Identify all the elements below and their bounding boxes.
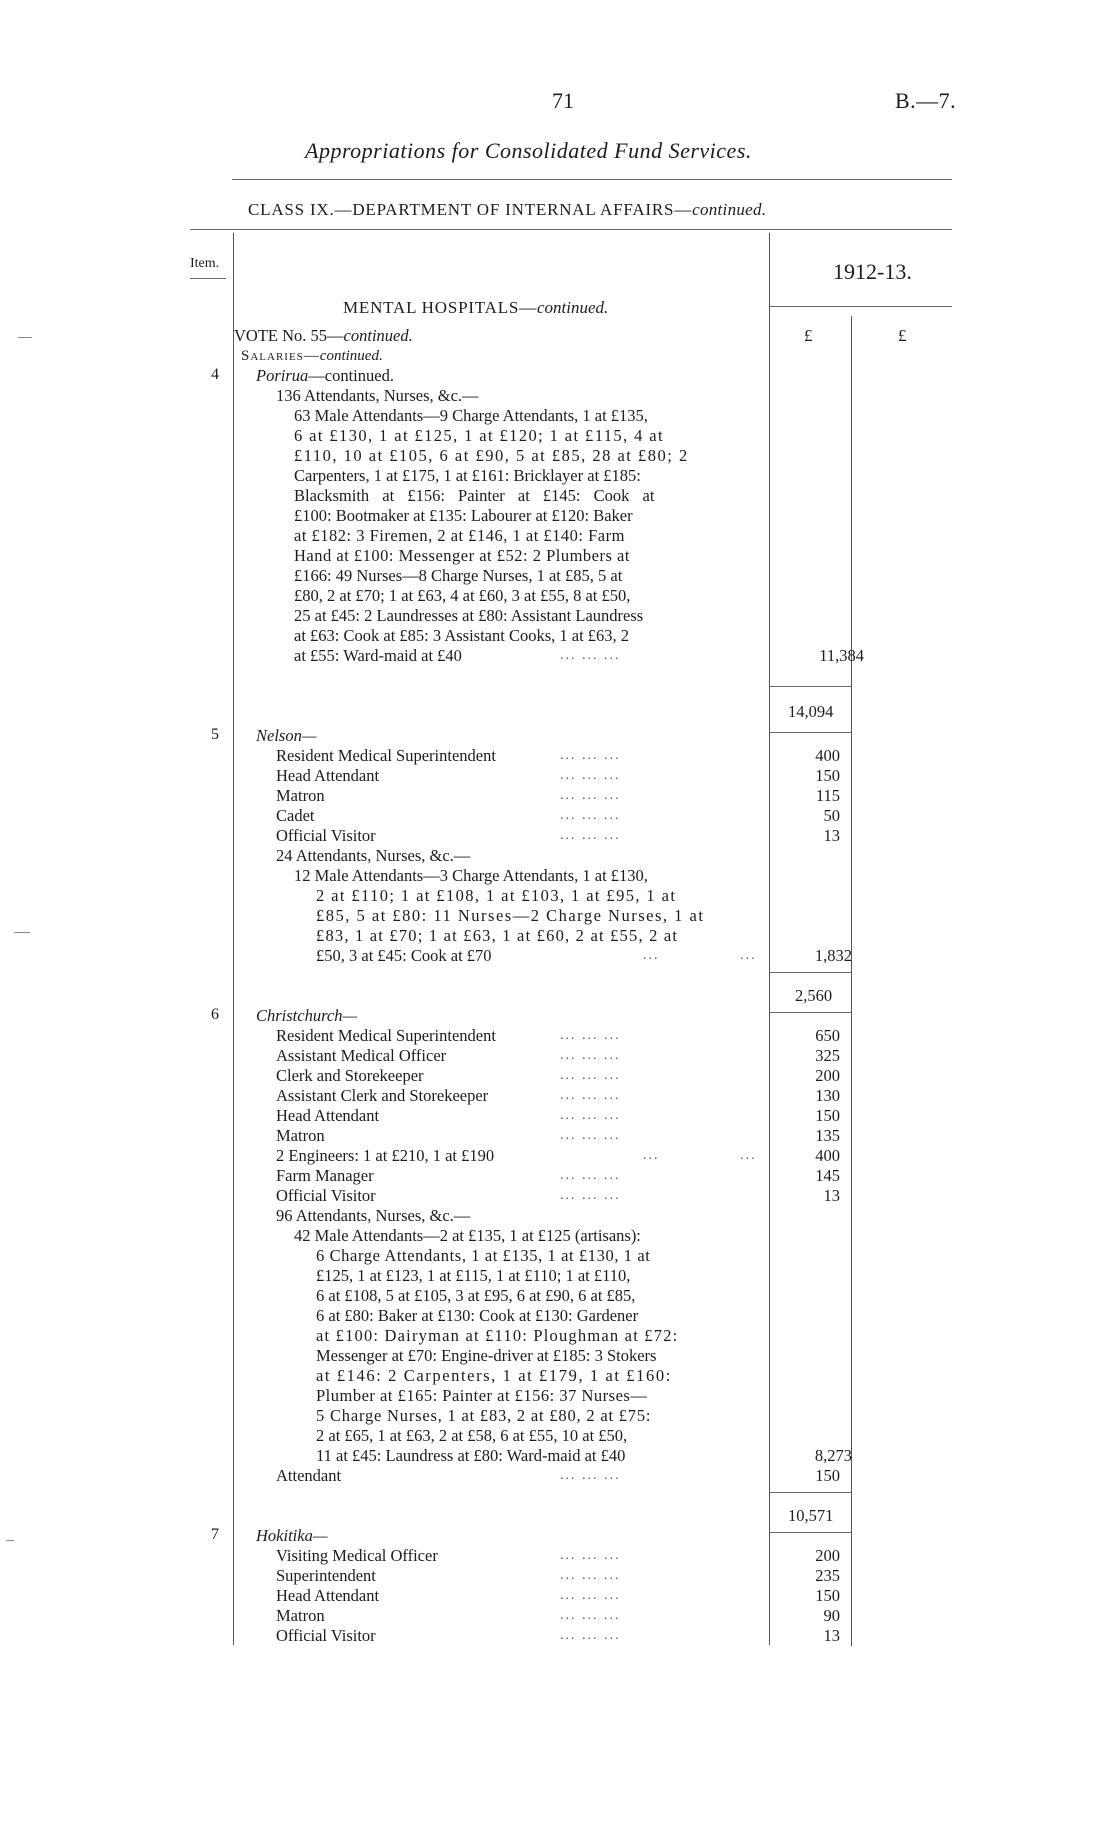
leader-dots: ... ... ... [560,828,621,843]
item6-line: at £100: Dairyman at £110: Ploughman at £72: [316,1326,679,1345]
item-number-6: 6 [211,1006,219,1023]
item4-total: 14,094 [788,702,834,721]
table-top-rule [190,229,952,230]
item6-line: 2 at £65, 1 at £63, 2 at £58, 6 at £55, 10 at £50, [316,1426,628,1445]
item4-line: 136 Attendants, Nurses, &c.— [276,386,479,405]
item7-row-amount: 90 [823,1606,840,1625]
scan-mark [6,1540,14,1541]
leader-dots: ... ... ... [560,1088,621,1103]
item5-line: 2 at £110; 1 at £108, 1 at £103, 1 at £95, 1 at [316,886,677,905]
item4-line: at £55: Ward-maid at £40 [294,646,462,665]
item6-attendant-label: Attendant [276,1466,342,1485]
item6-row-amount: 400 [815,1146,840,1165]
item6-row-amount: 135 [815,1126,840,1145]
year-header: 1912-13. [833,259,912,284]
total-rule [769,1012,851,1013]
item6-row-label: 2 Engineers: 1 at £210, 1 at £190 [276,1146,495,1165]
item-number-7: 7 [211,1526,219,1543]
leader-dots: ... ... ... [560,1188,621,1203]
item6-line: 6 at £80: Baker at £130: Cook at £130: Gardener [316,1306,639,1325]
running-title: Appropriations for Consolidated Fund Services. [305,138,752,163]
vote-line: VOTE No. 55—continued. [234,326,413,345]
item5-row-amount: 150 [815,766,840,785]
item6-line: 96 Attendants, Nurses, &c.— [276,1206,471,1225]
item6-row-amount: 650 [815,1026,840,1045]
item-number-4: 4 [211,366,219,383]
leader-dots: ... ... ... [560,1068,621,1083]
item6-attendant-amount: 150 [815,1466,840,1485]
item6-row-amount: 130 [815,1086,840,1105]
item6-row-amount: 150 [815,1106,840,1125]
leader-dots: ... ... ... [560,788,621,803]
item5-amount: 1,832 [814,946,852,965]
item4-line: 25 at £45: 2 Laundresses at £80: Assistant Laundress [294,606,644,625]
class-heading: CLASS IX.—DEPARTMENT OF INTERNAL AFFAIRS—continued. [248,200,767,219]
item6-row-amount: 13 [823,1186,840,1205]
leader-dots: ... ... ... [560,1588,621,1603]
item7-row-label: Matron [276,1606,325,1625]
item7-place: Hokitika— [256,1526,328,1545]
item6-row-label: Official Visitor [276,1186,376,1205]
item5-line: 24 Attendants, Nurses, &c.— [276,846,471,865]
item-header-underline [190,278,226,279]
leader-dots: ... ... ... [560,1108,621,1123]
leader-dots: ... ... ... [560,808,621,823]
item4-line: £110, 10 at £105, 6 at £90, 5 at £85, 28 at £80; 2 [294,446,689,465]
item5-row-label: Cadet [276,806,315,825]
leader-dots: ... ... ... [560,1168,621,1183]
item6-line: 6 Charge Attendants, 1 at £135, 1 at £130, 1 at [316,1246,651,1265]
leader-dots: ... ... ... [560,1608,621,1623]
total-rule [769,1532,851,1533]
page-number: 71 [552,88,574,113]
item4-line: Blacksmith at £156: Painter at £145: Cook at [294,486,655,505]
item5-row-label: Resident Medical Superintendent [276,746,496,765]
item6-row-label: Farm Manager [276,1166,374,1185]
currency-right: £ [898,326,907,345]
total-rule [769,732,851,733]
item5-row-amount: 50 [823,806,840,825]
leader-dots: ... ... ... [560,1468,621,1483]
item6-row-amount: 325 [815,1046,840,1065]
item5-line: 12 Male Attendants—3 Charge Attendants, 1 at £130, [294,866,648,885]
item6-total: 10,571 [788,1506,834,1525]
item5-row-amount: 115 [815,786,840,805]
amount-column-rule [769,233,770,1645]
item6-row-label: Resident Medical Superintendent [276,1026,496,1045]
item4-line: 6 at £130, 1 at £125, 1 at £120; 1 at £115, 4 at [294,426,664,445]
item6-row-amount: 200 [815,1066,840,1085]
scan-mark [18,337,32,338]
total-rule [769,686,851,687]
item7-row-label: Visiting Medical Officer [276,1546,438,1565]
item-number-5: 5 [211,726,219,743]
item6-row-label: Matron [276,1126,325,1145]
item7-row-amount: 150 [815,1586,840,1605]
item4-line: 63 Male Attendants—9 Charge Attendants, 1 at £135, [294,406,648,425]
item5-line: £83, 1 at £70; 1 at £63, 1 at £60, 2 at £55, 2 at [316,926,679,945]
item6-line: Plumber at £165: Painter at £156: 37 Nurses— [316,1386,648,1405]
item6-line: 11 at £45: Laundress at £80: Ward-maid at £40 [316,1446,626,1465]
item6-place: Christchurch— [256,1006,358,1025]
leader-dots: ... ... ... [560,1568,621,1583]
leader-dots: ... ... ... [560,1048,621,1063]
item-column-rule [233,233,234,1645]
leader-dots: ... ... ... [560,1628,621,1643]
item7-row-label: Head Attendant [276,1586,380,1605]
item5-place: Nelson— [256,726,317,745]
item5-row-label: Head Attendant [276,766,380,785]
item6-row-label: Assistant Medical Officer [276,1046,447,1065]
scan-mark [14,932,30,933]
item5-row-amount: 13 [823,826,840,845]
leader-dots: ... ... ... [560,648,621,663]
header-rule [232,179,952,180]
leader-dots: ... ... ... [560,1028,621,1043]
item4-line: at £182: 3 Firemen, 2 at £146, 1 at £140: Farm [294,526,625,545]
item7-row-amount: 13 [823,1626,840,1645]
item4-line: Hand at £100: Messenger at £52: 2 Plumbers at [294,546,630,565]
year-underline [769,306,952,307]
item5-row-amount: 400 [815,746,840,765]
item4-line: at £63: Cook at £85: 3 Assistant Cooks, 1 at £63, 2 [294,626,630,645]
item5-total: 2,560 [795,986,833,1005]
item6-line: £125, 1 at £123, 1 at £115, 1 at £110; 1 at £110, [316,1266,631,1285]
item6-line: at £146: 2 Carpenters, 1 at £179, 1 at £160: [316,1366,672,1385]
item7-row-amount: 235 [815,1566,840,1585]
item4-line: £166: 49 Nurses—8 Charge Nurses, 1 at £85, 5 at [294,566,623,585]
currency-left: £ [804,326,813,345]
total-rule [769,1492,851,1493]
leader-dots: ... ... ... [560,1548,621,1563]
item6-line: Messenger at £70: Engine-driver at £185: 3 Stokers [316,1346,657,1365]
item6-line: 6 at £108, 5 at £105, 3 at £95, 6 at £90, 6 at £85, [316,1286,636,1305]
leader-dots: ... [643,948,660,963]
item4-line: Carpenters, 1 at £175, 1 at £161: Bricklayer at £185: [294,466,641,485]
item-column-header: Item. [190,256,220,271]
leader-dots: ... ... ... [560,768,621,783]
item6-row-label: Assistant Clerk and Storekeeper [276,1086,489,1105]
leader-dots: ... [643,1148,660,1163]
salaries-line: Salaries—continued. [241,348,383,364]
total-rule [769,972,851,973]
leader-dots: ... [740,1148,757,1163]
item5-row-label: Matron [276,786,325,805]
item4-place: Porirua—continued. [256,366,394,385]
item5-row-label: Official Visitor [276,826,376,845]
leader-dots: ... ... ... [560,748,621,763]
document-reference: B.—7. [895,88,957,113]
item4-line: £80, 2 at £70; 1 at £63, 4 at £60, 3 at £55, 8 at £50, [294,586,631,605]
section-title: MENTAL HOSPITALS—continued. [343,298,609,317]
item6-row-label: Clerk and Storekeeper [276,1066,424,1085]
item6-line: 5 Charge Nurses, 1 at £83, 2 at £80, 2 at £75: [316,1406,652,1425]
item5-line: £50, 3 at £45: Cook at £70 [316,946,492,965]
item6-row-amount: 145 [815,1166,840,1185]
item5-line: £85, 5 at £80: 11 Nurses—2 Charge Nurses, 1 at [316,906,705,925]
item4-line: £100: Bootmaker at £135: Labourer at £120: Baker [294,506,633,525]
item7-row-amount: 200 [815,1546,840,1565]
item4-amount: 11,384 [819,646,864,665]
item6-row-label: Head Attendant [276,1106,380,1125]
leader-dots: ... [740,948,757,963]
item7-row-label: Superintendent [276,1566,376,1585]
item6-line: 42 Male Attendants—2 at £135, 1 at £125 (artisans): [294,1226,641,1245]
leader-dots: ... ... ... [560,1128,621,1143]
item6-amount: 8,273 [814,1446,852,1465]
item7-row-label: Official Visitor [276,1626,376,1645]
